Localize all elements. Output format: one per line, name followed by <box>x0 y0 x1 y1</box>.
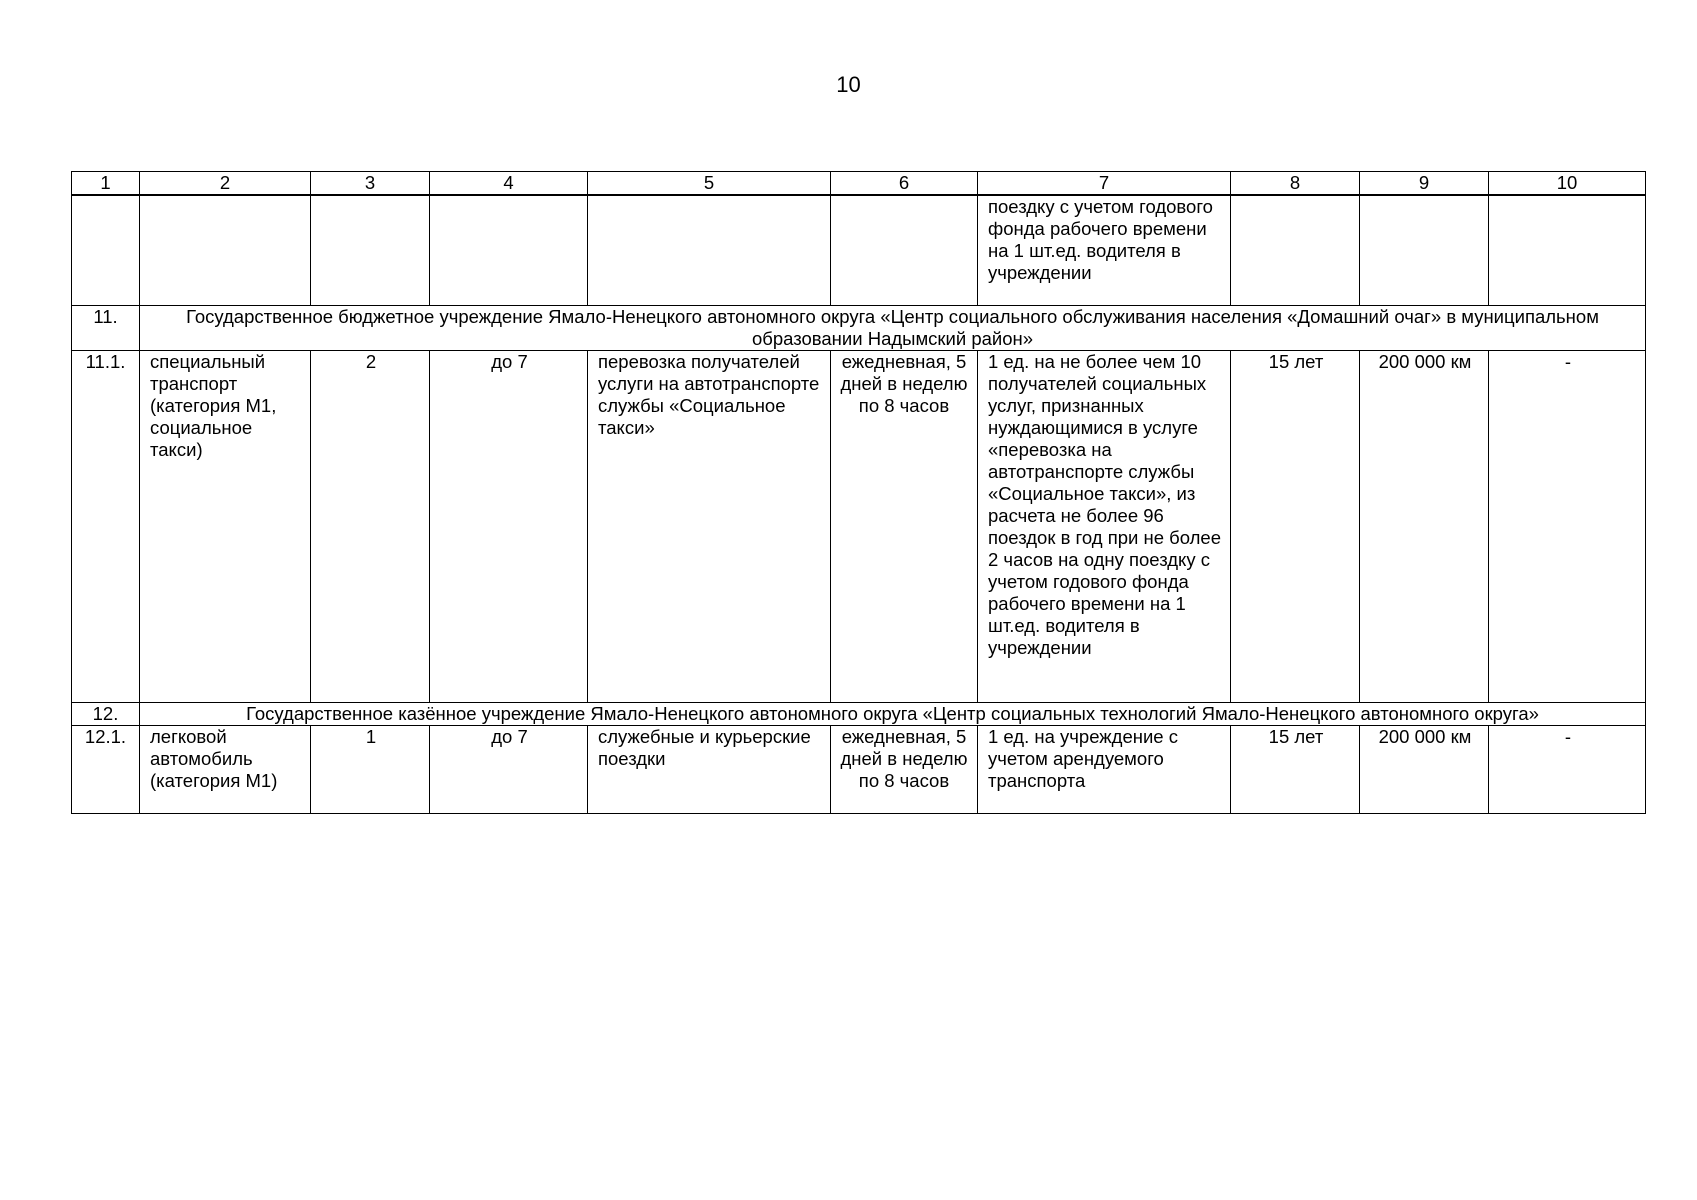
vehicle-type-cell: специальный транспорт (категория М1, социальное такси) <box>140 350 311 702</box>
purpose-cell: перевозка получателей услуги на автотранспорте службы «Социальное такси» <box>588 350 831 702</box>
seats-cell: до 7 <box>430 350 588 702</box>
quantity-cell: 2 <box>311 350 430 702</box>
term-cell: 15 лет <box>1231 350 1360 702</box>
table-cell <box>140 195 311 305</box>
term-cell: 15 лет <box>1231 725 1360 813</box>
seats-cell: до 7 <box>430 725 588 813</box>
table-row-12-1 <box>72 725 1646 813</box>
section-row-12 <box>72 702 1646 725</box>
table-cell <box>430 195 588 305</box>
mode-cell: ежедневная, 5 дней в неделю по 8 часов <box>831 350 978 702</box>
column-header: 10 <box>1489 172 1646 196</box>
column-header: 3 <box>311 172 430 196</box>
column-header: 6 <box>831 172 978 196</box>
table-cell <box>588 195 831 305</box>
column-header: 5 <box>588 172 831 196</box>
column-header: 4 <box>430 172 588 196</box>
note-cell: - <box>1489 350 1646 702</box>
mileage-cell: 200 000 км <box>1360 725 1489 813</box>
row-number: 11.1. <box>72 350 140 702</box>
institution-name: Государственное казённое учреждение Ямало-Ненецкого автономного округа «Центр социальных технологий Ямало-Ненецкого автономного округа» <box>140 702 1646 725</box>
column-header: 2 <box>140 172 311 196</box>
mileage-cell: 200 000 км <box>1360 350 1489 702</box>
column-header: 1 <box>72 172 140 196</box>
column-header: 8 <box>1231 172 1360 196</box>
table-cell <box>72 195 140 305</box>
page-number: 10 <box>836 72 861 97</box>
section-row-11 <box>72 305 1646 350</box>
vehicle-norms-table <box>71 171 1646 814</box>
section-number: 11. <box>72 305 140 350</box>
table-cell <box>1231 195 1360 305</box>
column-header: 9 <box>1360 172 1489 196</box>
table-row-continued <box>72 195 1646 305</box>
norm-cell: 1 ед. на не более чем 10 получателей социальных услуг, признанных нуждающимися в услуге «перевозка на автотранспорте службы «Социальное такси», из расчета не более 96 поездок в год при не более 2 часов на одну поездку с учетом годового фонда рабочего времени на 1 шт.ед. водителя в учреждении <box>978 350 1231 702</box>
table-header-row <box>72 172 1646 196</box>
institution-name: Государственное бюджетное учреждение Ямало-Ненецкого автономного округа «Центр социального обслуживания населения «Домашний очаг» в муниципальном образовании Надымский район» <box>140 305 1646 350</box>
table-cell <box>1489 195 1646 305</box>
vehicle-type-cell: легковой автомобиль (категория М1) <box>140 725 311 813</box>
section-number: 12. <box>72 702 140 725</box>
table-cell <box>311 195 430 305</box>
table-cell <box>831 195 978 305</box>
row-number: 12.1. <box>72 725 140 813</box>
table-row-11-1 <box>72 350 1646 702</box>
table-cell <box>1360 195 1489 305</box>
table-cell: поездку с учетом годового фонда рабочего времени на 1 шт.ед. водителя в учреждении <box>978 195 1231 305</box>
quantity-cell: 1 <box>311 725 430 813</box>
column-header: 7 <box>978 172 1231 196</box>
note-cell: - <box>1489 725 1646 813</box>
purpose-cell: служебные и курьерские поездки <box>588 725 831 813</box>
norm-cell: 1 ед. на учреждение с учетом арендуемого транспорта <box>978 725 1231 813</box>
mode-cell: ежедневная, 5 дней в неделю по 8 часов <box>831 725 978 813</box>
